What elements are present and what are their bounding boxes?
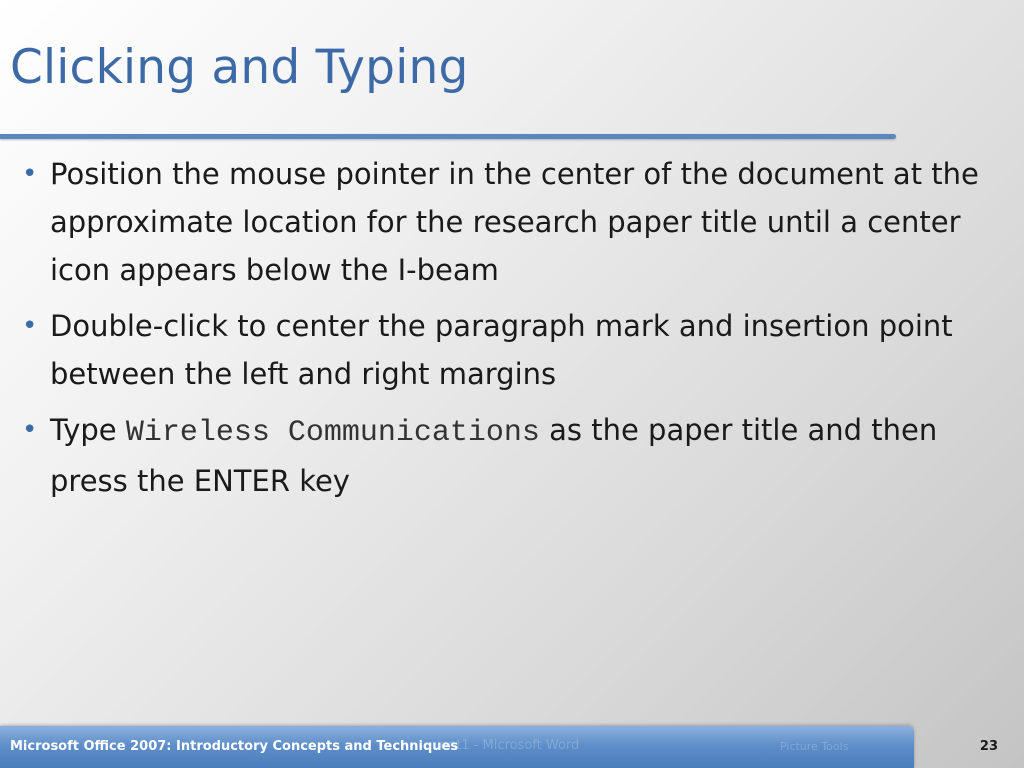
footer-text: Microsoft Office 2007: Introductory Concepts and Techniques: [10, 739, 459, 754]
bullet-icon: •: [22, 311, 38, 341]
footer-watermark: ent1 - Microsoft Word: [440, 738, 580, 753]
bullet-icon: •: [22, 159, 38, 189]
code-text: Wireless Communications: [125, 416, 540, 450]
bullet-item-double-click: [22, 302, 982, 398]
bullet-text-suffix: as the paper title and then press the ENTER key: [50, 413, 938, 498]
bullet-item-position: [22, 150, 982, 294]
title-divider: [0, 134, 896, 139]
bullet-list: [22, 150, 982, 513]
footer-bar: [0, 726, 914, 768]
bullet-text: Double-click to center the paragraph mark and insertion point between the left and right margins: [50, 309, 953, 391]
slide-title: Clicking and Typing: [10, 40, 469, 95]
footer-watermark: Picture Tools: [780, 740, 849, 753]
bullet-item-type: [22, 406, 982, 505]
page-number: 23: [979, 739, 998, 754]
bullet-text-prefix: Type: [50, 413, 126, 447]
bullet-text: Position the mouse pointer in the center of the document at the approximate location for the research paper title until a center icon appears below the I-beam: [50, 157, 979, 287]
bullet-icon: •: [22, 415, 38, 445]
